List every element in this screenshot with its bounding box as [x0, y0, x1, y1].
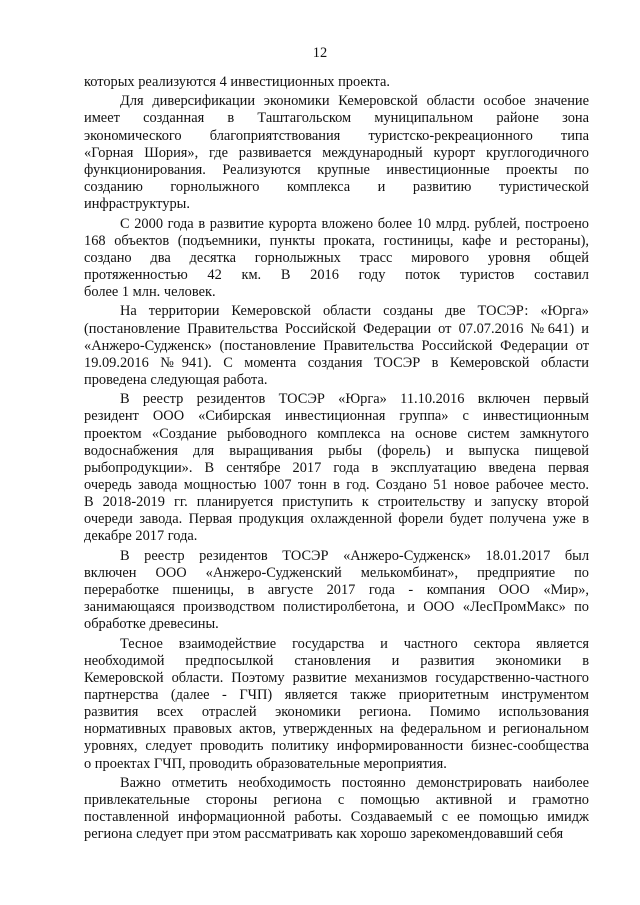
paragraph-line: Кемеровской области. Поэтому развитие механизмов государственно-частного [84, 669, 589, 686]
paragraph [84, 391, 589, 545]
paragraph-line: рыбопродукции». В сентябре 2017 года в эксплуатацию введена первая [84, 459, 589, 476]
paragraph-line: проведена следующая работа. [84, 371, 268, 388]
paragraph-line: С 2000 года в развитие курорта вложено более 10 млрд. рублей, построено [120, 215, 589, 232]
paragraph-line: которых реализуются 4 инвестиционных проекта. [84, 74, 390, 90]
paragraph-line: Важно отметить необходимость постоянно демонстрировать наиболее [120, 774, 589, 791]
paragraph-line: проектом «Создание рыбоводного комплекса на основе систем замкнутого [84, 425, 589, 442]
paragraph-line: 19.09.2016 №941). С момента создания ТОСЭР в Кемеровской области [84, 354, 589, 371]
paragraph-line: (постановление Правительства Российской Федерации от 07.07.2016 №641) и [84, 320, 589, 337]
paragraph [84, 548, 589, 634]
paragraph-line: экономического благоприятствования туристско-рекреационного типа [84, 127, 589, 144]
paragraph-line: региона следует при этом рассматривать как хорошо зарекомендовавший себя [84, 826, 564, 843]
paragraph [84, 303, 589, 389]
paragraph-line: инфраструктуры. [84, 196, 190, 213]
paragraph [84, 216, 589, 302]
paragraph [84, 775, 589, 844]
paragraph [84, 636, 589, 773]
page-number: 12 [312, 45, 328, 61]
paragraph-line: созданию горнолыжного комплекса и развитию туристической [84, 179, 589, 196]
paragraph-line: нормативных правовых актов, утвержденных на федеральном и региональном [84, 721, 589, 738]
paragraph-line: обработке древесины. [84, 616, 219, 633]
paragraph-line: очередь завода мощностью 1007 тонн в год. Создано 51 новое рабочее место. [84, 476, 589, 493]
paragraph-line: о проектах ГЧП, проводить образовательные мероприятия. [84, 755, 447, 772]
paragraph-line: переработке пшеницы, в августе 2017 года - компания ООО «Мир», [84, 582, 589, 599]
paragraph-line: привлекательные стороны региона с помощью активной и грамотно [84, 792, 589, 809]
paragraph-line: создано два десятка горнолыжных трасс мирового уровня общей [84, 249, 589, 266]
paragraph-line: партнерства (далее - ГЧП) является также приоритетным инструментом [84, 687, 589, 704]
paragraph-line: уровнях, следует проводить политику информированности бизнес-сообщества [84, 738, 589, 755]
paragraph-line: Для диверсификации экономики Кемеровской области особое значение [120, 93, 589, 110]
paragraph-line: водоснабжения для выращивания рыбы (форель) и выпуска пищевой [84, 442, 589, 459]
paragraph-line: 168 объектов (подъемники, пункты проката, гостиницы, кафе и рестораны), [84, 232, 589, 249]
document-body [84, 74, 589, 846]
paragraph-line: резидент ООО «Сибирская инвестиционная группа» с инвестиционным [84, 408, 589, 425]
paragraph-line: декабре 2017 года. [84, 528, 198, 545]
paragraph-line: поставленной информационной работы. Создаваемый с ее помощью имидж [84, 809, 589, 826]
paragraph [84, 93, 589, 213]
paragraph-line: «Горная Шория», где развивается международный курорт круглогодичного [84, 144, 589, 161]
paragraph-line: Тесное взаимодействие государства и частного сектора является [120, 635, 589, 652]
paragraph-line: развития всех отраслей экономики региона. Помимо использования [84, 704, 589, 721]
paragraph-line: «Анжеро-Судженск» (постановление Правительства Российской Федерации от [84, 337, 589, 354]
paragraph-line: включен ООО «Анжеро-Судженский мелькомбинат», предприятие по [84, 564, 589, 581]
paragraph-line: протяженностью 42 км. В 2016 году поток туристов составил [84, 266, 589, 283]
paragraph-line: очереди завода. Первая продукция охлажденной форели будет получена уже в [84, 511, 589, 528]
paragraph-line: В реестр резидентов ТОСЭР «Юрга» 11.10.2016 включен первый [120, 391, 589, 408]
paragraph-line: более 1 млн. человек. [84, 284, 216, 301]
paragraph-line: занимающаяся производством полистиролбетона, и ООО «ЛесПромМакс» по [84, 599, 589, 616]
paragraph [84, 74, 589, 91]
paragraph-line: В реестр резидентов ТОСЭР «Анжеро-Судженск» 18.01.2017 был [120, 547, 589, 564]
paragraph-line: В 2018-2019 гг. планируется приступить к строительству и запуску второй [84, 494, 589, 511]
paragraph-line: необходимой предпосылкой становления и развития экономики в [84, 652, 589, 669]
paragraph-line: функционирования. Реализуются крупные инвестиционные проекты по [84, 161, 589, 178]
paragraph-line: имеет созданная в Таштагольском муниципальном районе зона [84, 110, 589, 127]
paragraph-line: На территории Кемеровской области созданы две ТОСЭР: «Юрга» [120, 303, 589, 320]
